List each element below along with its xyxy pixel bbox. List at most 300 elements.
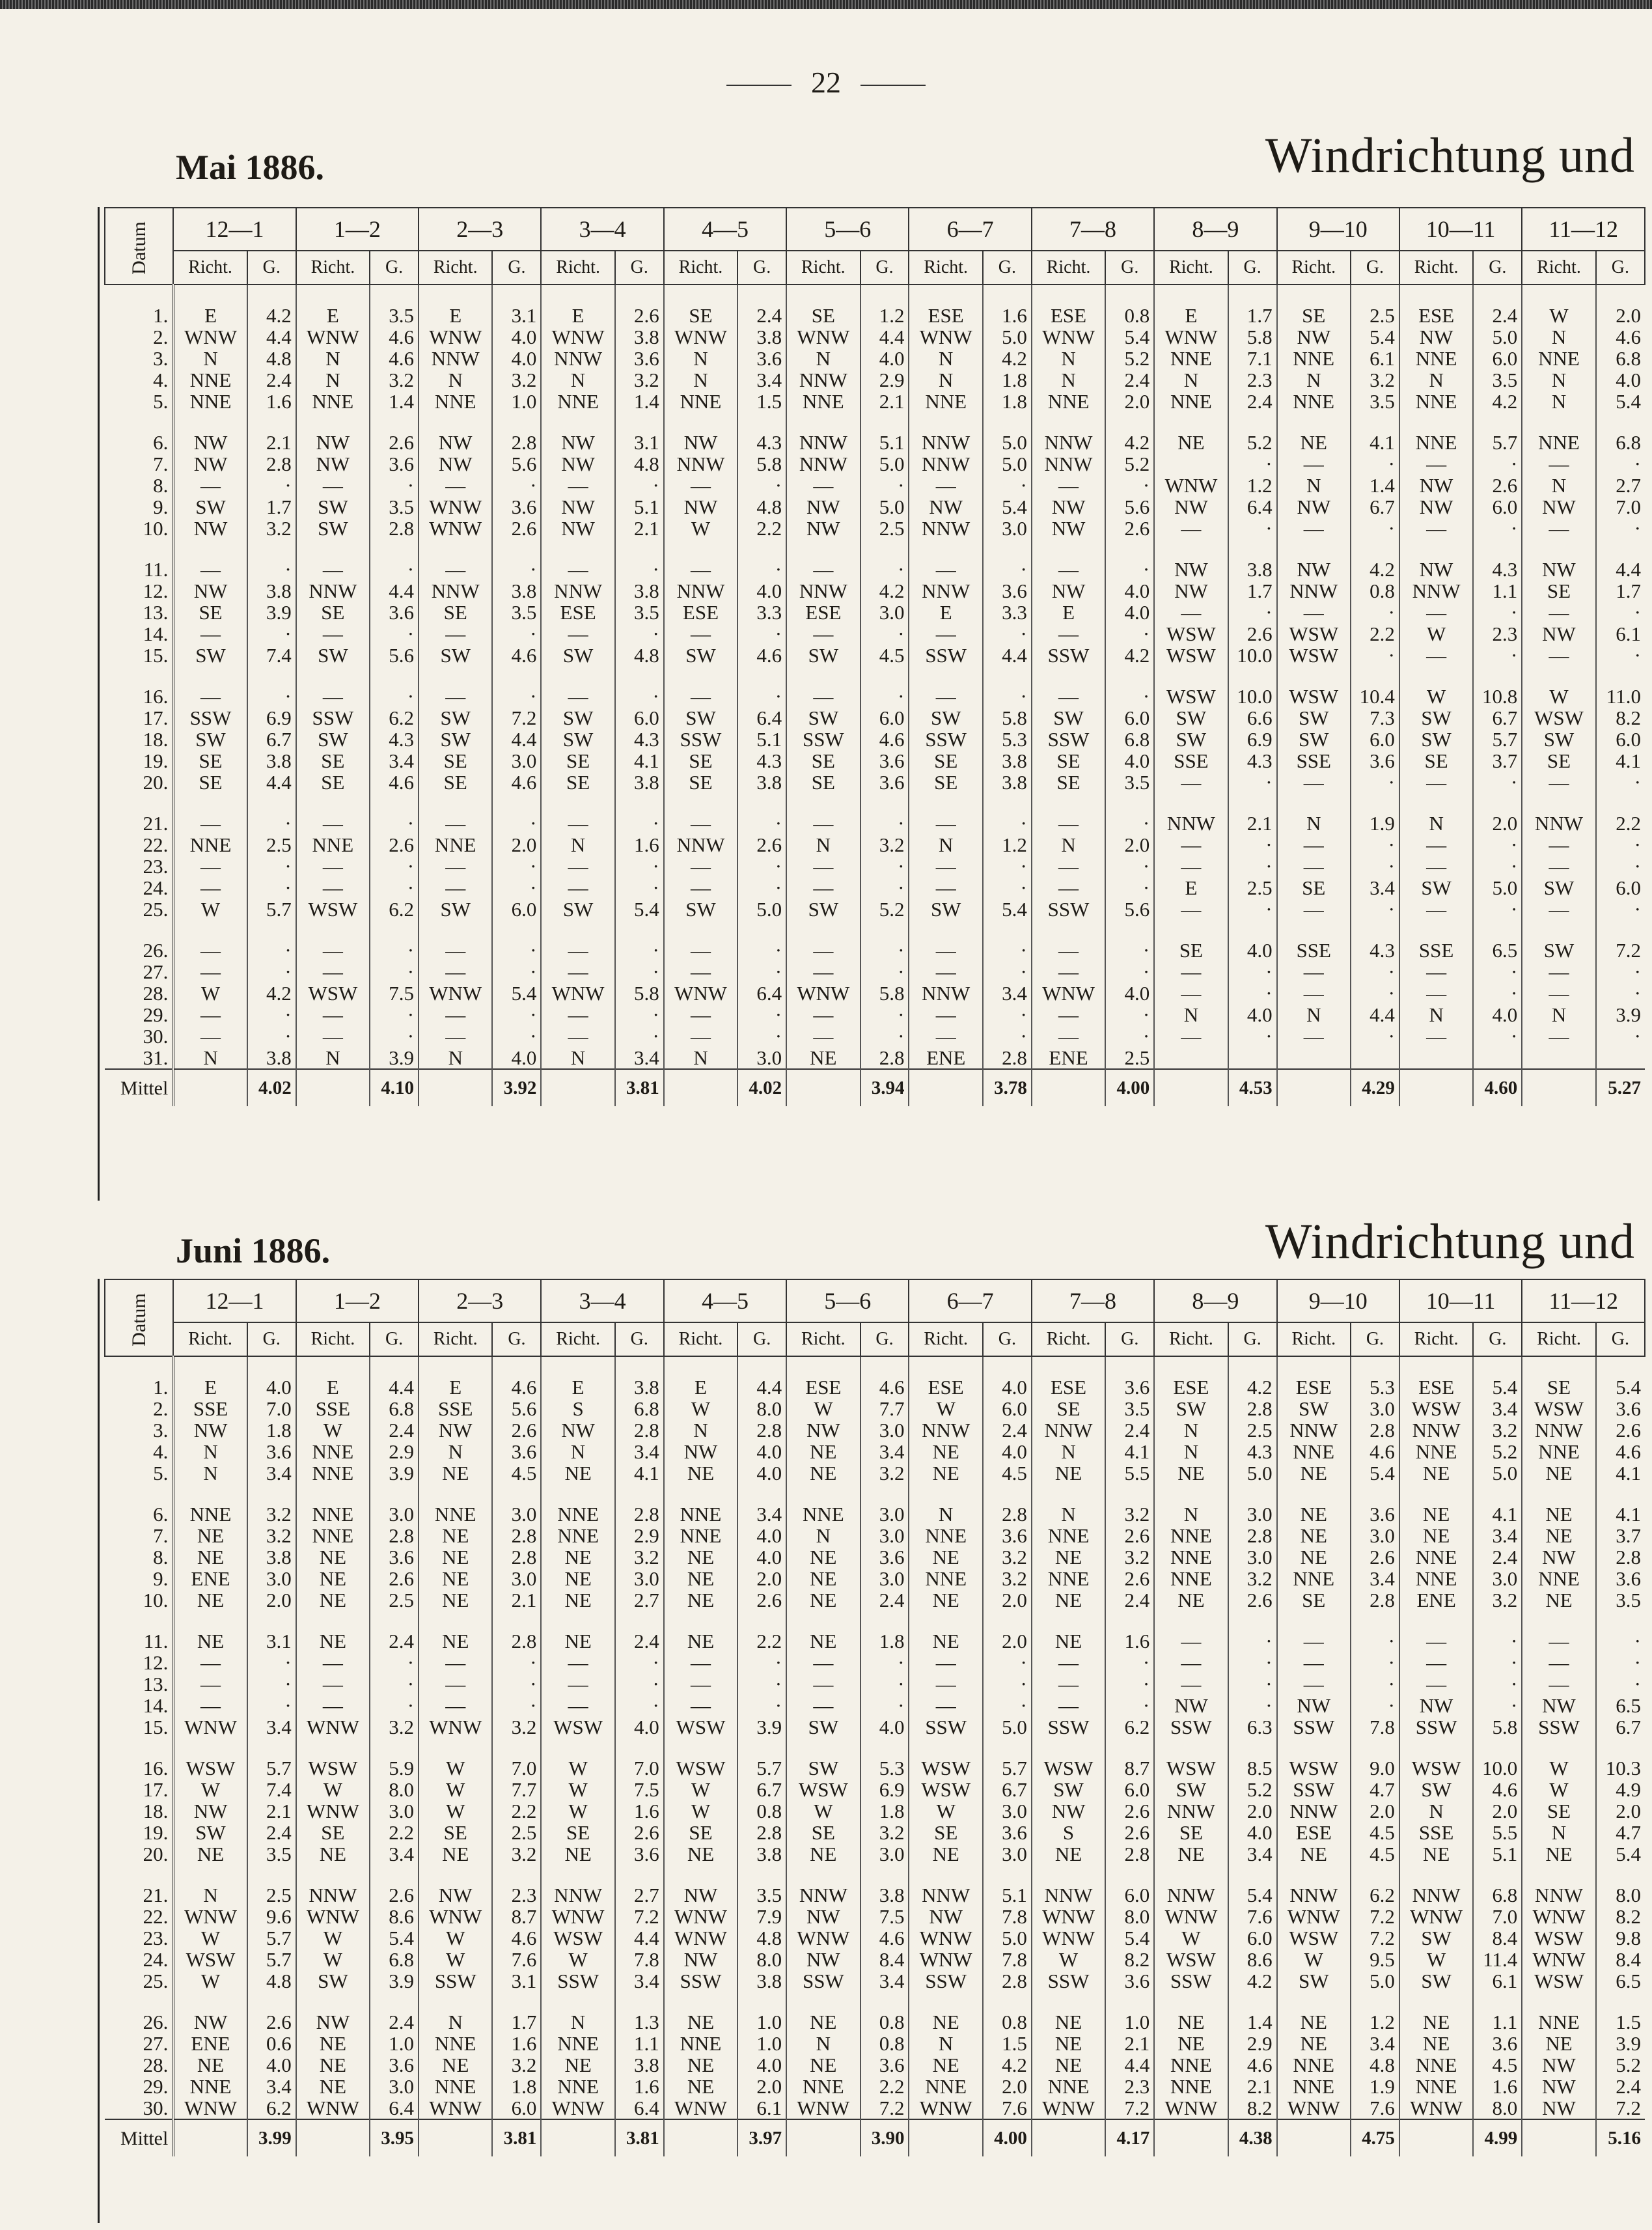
spacer-cell xyxy=(860,920,909,940)
wind-direction-cell: NE xyxy=(173,1525,247,1546)
wind-direction-cell: NW xyxy=(1399,326,1473,348)
spacer-cell xyxy=(1277,285,1351,305)
spacer-cell xyxy=(909,1611,982,1630)
spacer-cell xyxy=(492,666,541,686)
spacer-cell xyxy=(247,793,296,813)
wind-direction-cell: W xyxy=(173,1779,247,1800)
spacer-cell xyxy=(492,793,541,813)
group-spacer-row xyxy=(105,920,1645,940)
wind-direction-cell: NW xyxy=(664,1949,737,1970)
mittel-direction-empty xyxy=(1154,2119,1228,2156)
wind-speed-cell: · xyxy=(983,559,1032,580)
day-number: 18. xyxy=(105,729,173,750)
wind-speed-cell: 6.8 xyxy=(1596,432,1645,453)
wind-direction-cell: — xyxy=(541,1695,614,1716)
wind-direction-cell: NNW xyxy=(786,453,860,475)
wind-speed-cell: 2.0 xyxy=(1596,1800,1645,1822)
spacer-cell xyxy=(1399,412,1473,432)
wind-direction-cell: — xyxy=(173,623,247,645)
wind-direction-cell: NE xyxy=(1522,1589,1595,1611)
spacer-cell xyxy=(664,1865,737,1884)
wind-direction-cell: WSW xyxy=(1277,1927,1351,1949)
wind-speed-cell: 2.1 xyxy=(247,1800,296,1822)
wind-direction-cell: WNW xyxy=(1522,1906,1595,1927)
wind-direction-cell: SE xyxy=(664,1822,737,1843)
wind-speed-cell: 5.3 xyxy=(860,1757,909,1779)
wind-speed-cell: · xyxy=(737,1695,786,1716)
wind-direction-cell: NNE xyxy=(1032,1525,1105,1546)
wind-direction-cell: NE xyxy=(909,1462,982,1484)
wind-direction-cell: NNE xyxy=(296,1462,370,1484)
wind-speed-cell: 5.4 xyxy=(1596,1843,1645,1865)
wind-direction-cell: SW xyxy=(664,645,737,666)
day-row xyxy=(105,645,1645,666)
wind-speed-cell: · xyxy=(860,623,909,645)
wind-speed-cell: · xyxy=(1473,961,1522,983)
wind-direction-cell: NE xyxy=(541,1630,614,1652)
wind-direction-cell: NE xyxy=(909,1589,982,1611)
wind-speed-cell: · xyxy=(860,813,909,834)
wind-speed-cell: 6.1 xyxy=(1473,1970,1522,1992)
wind-direction-cell: — xyxy=(786,1004,860,1025)
wind-direction-cell: ESE xyxy=(909,1376,982,1398)
wind-speed-cell: 4.6 xyxy=(1596,326,1645,348)
wind-speed-cell: 6.7 xyxy=(737,1779,786,1800)
wind-direction-cell: NNW xyxy=(664,834,737,856)
wind-direction-cell: — xyxy=(786,559,860,580)
wind-direction-cell: NNW xyxy=(909,983,982,1004)
wind-speed-cell: 3.5 xyxy=(492,602,541,623)
wind-direction-cell: SW xyxy=(419,899,492,920)
spacer-cell xyxy=(1032,1356,1105,1376)
wind-direction-cell: — xyxy=(296,813,370,834)
wind-direction-cell: NNW xyxy=(1277,1800,1351,1822)
wind-speed-cell: 8.0 xyxy=(370,1779,419,1800)
wind-direction-cell: — xyxy=(541,940,614,961)
wind-speed-cell: · xyxy=(615,940,664,961)
wind-direction-cell: WNW xyxy=(786,983,860,1004)
wind-direction-cell: WNW xyxy=(419,518,492,539)
wind-speed-cell: 7.9 xyxy=(737,1906,786,1927)
wind-direction-cell: NE xyxy=(909,1441,982,1462)
wind-direction-cell: NNE xyxy=(1277,2076,1351,2097)
spacer-cell xyxy=(296,412,370,432)
wind-speed-cell: 10.0 xyxy=(1228,686,1277,707)
wind-direction-cell: WSW xyxy=(173,1757,247,1779)
spacer-cell xyxy=(664,920,737,940)
wind-speed-cell: · xyxy=(737,475,786,496)
wind-speed-cell: 2.0 xyxy=(983,1589,1032,1611)
wind-direction-cell: NW xyxy=(786,1906,860,1927)
wind-speed-cell: 5.7 xyxy=(737,1757,786,1779)
wind-speed-cell: 8.0 xyxy=(1473,2097,1522,2119)
spacer-cell xyxy=(860,285,909,305)
wind-speed-cell: 3.5 xyxy=(247,1843,296,1865)
wind-direction-cell xyxy=(1277,1047,1351,1069)
wind-direction-cell: — xyxy=(1032,940,1105,961)
wind-speed-cell: 3.1 xyxy=(247,1630,296,1652)
wind-direction-cell: SW xyxy=(296,645,370,666)
wind-direction-cell: SSE xyxy=(1277,750,1351,772)
wind-direction-cell xyxy=(1399,1047,1473,1069)
wind-direction-cell: N xyxy=(541,1047,614,1069)
wind-direction-cell: NE xyxy=(664,1462,737,1484)
wind-speed-cell: 3.6 xyxy=(860,1546,909,1568)
wind-speed-cell: 3.2 xyxy=(1105,1503,1154,1525)
wind-direction-cell: E xyxy=(296,1376,370,1398)
wind-speed-cell: 3.4 xyxy=(1351,2033,1399,2054)
wind-speed-cell: 6.1 xyxy=(1596,623,1645,645)
wind-direction-cell: NW xyxy=(541,496,614,518)
wind-speed-cell: 3.6 xyxy=(492,1441,541,1462)
spacer-cell xyxy=(1522,666,1595,686)
wind-direction-cell: NNE xyxy=(1154,1568,1228,1589)
wind-speed-cell: · xyxy=(983,856,1032,877)
wind-speed-cell: 3.2 xyxy=(370,1716,419,1738)
datum-header xyxy=(105,1279,173,1356)
direction-subheader: Richt. xyxy=(909,251,982,285)
wind-direction-cell: SSW xyxy=(1154,1716,1228,1738)
wind-speed-cell: 5.2 xyxy=(1228,432,1277,453)
wind-direction-cell: NNE xyxy=(1522,2011,1595,2033)
spacer-cell xyxy=(1399,1865,1473,1884)
wind-speed-cell: · xyxy=(983,1004,1032,1025)
wind-direction-cell: NE xyxy=(909,2011,982,2033)
wind-speed-cell: 4.3 xyxy=(370,729,419,750)
wind-speed-cell: 4.7 xyxy=(1596,1822,1645,1843)
day-number: 24. xyxy=(105,877,173,899)
wind-speed-cell: 5.0 xyxy=(983,1927,1032,1949)
wind-speed-cell: 5.4 xyxy=(492,983,541,1004)
wind-direction-cell: WSW xyxy=(1399,1757,1473,1779)
wind-speed-cell: 4.0 xyxy=(983,1376,1032,1398)
wind-direction-cell: NE xyxy=(664,2054,737,2076)
wind-direction-cell: SSW xyxy=(909,1970,982,1992)
wind-direction-cell: NW xyxy=(786,518,860,539)
wind-speed-cell: 1.6 xyxy=(615,834,664,856)
wind-direction-cell: NE xyxy=(541,1546,614,1568)
wind-direction-cell: N xyxy=(909,369,982,391)
wind-direction-cell: NE xyxy=(1277,1843,1351,1865)
wind-speed-cell: · xyxy=(983,475,1032,496)
wind-direction-cell: NNE xyxy=(909,1568,982,1589)
wind-direction-cell: NE xyxy=(1154,2011,1228,2033)
wind-direction-cell: W xyxy=(1522,686,1595,707)
wind-speed-cell: 4.0 xyxy=(1228,1004,1277,1025)
spacer-cell xyxy=(1105,1484,1154,1503)
spacer-cell xyxy=(1105,412,1154,432)
wind-direction-cell: NNE xyxy=(419,2076,492,2097)
month-title-juni: Juni 1886. xyxy=(176,1231,331,1270)
wind-speed-cell: 4.5 xyxy=(1351,1843,1399,1865)
wind-direction-cell: NNE xyxy=(296,391,370,412)
spacer-cell xyxy=(615,412,664,432)
wind-speed-cell: 3.8 xyxy=(983,772,1032,793)
wind-direction-cell: — xyxy=(786,1695,860,1716)
wind-speed-cell: · xyxy=(1473,645,1522,666)
wind-speed-cell: 6.4 xyxy=(737,707,786,729)
wind-speed-cell: 2.2 xyxy=(737,1630,786,1652)
wind-speed-cell: 3.2 xyxy=(860,834,909,856)
wind-direction-cell: — xyxy=(419,877,492,899)
wind-direction-cell: WNW xyxy=(1522,1949,1595,1970)
wind-speed-cell: · xyxy=(1105,961,1154,983)
wind-speed-cell: 3.4 xyxy=(860,1441,909,1462)
wind-direction-cell: — xyxy=(419,686,492,707)
wind-direction-cell: NNW xyxy=(1399,1884,1473,1906)
mittel-value: 3.81 xyxy=(492,2119,541,2156)
wind-direction-cell: SW xyxy=(1399,729,1473,750)
wind-speed-cell: 2.3 xyxy=(1105,2076,1154,2097)
wind-speed-cell: 2.2 xyxy=(1596,813,1645,834)
wind-direction-cell: SW xyxy=(786,1757,860,1779)
spacer-cell xyxy=(1351,285,1399,305)
day-row xyxy=(105,856,1645,877)
wind-direction-cell: SW xyxy=(664,899,737,920)
wind-speed-cell: 4.4 xyxy=(1351,1004,1399,1025)
wind-direction-cell: NE xyxy=(296,1843,370,1865)
spacer-cell xyxy=(105,1738,173,1757)
wind-speed-cell: 2.8 xyxy=(492,1630,541,1652)
wind-speed-cell: 7.2 xyxy=(615,1906,664,1927)
wind-speed-cell: · xyxy=(492,475,541,496)
spacer-cell xyxy=(419,412,492,432)
wind-speed-cell: 1.6 xyxy=(492,2033,541,2054)
wind-direction-cell: — xyxy=(1522,899,1595,920)
wind-direction-cell: E xyxy=(173,1376,247,1398)
wind-direction-cell: — xyxy=(419,1652,492,1673)
wind-direction-cell: WNW xyxy=(1154,1906,1228,1927)
wind-direction-cell: N xyxy=(173,348,247,369)
wind-speed-cell: 2.0 xyxy=(737,1568,786,1589)
wind-speed-cell: 8.7 xyxy=(1105,1757,1154,1779)
wind-speed-cell: 3.4 xyxy=(247,1716,296,1738)
wind-speed-cell: 4.0 xyxy=(247,1376,296,1398)
wind-speed-cell: 2.1 xyxy=(1105,2033,1154,2054)
wind-speed-cell: 4.3 xyxy=(1228,1441,1277,1462)
wind-speed-cell: 2.4 xyxy=(1228,391,1277,412)
wind-direction-cell: NNW xyxy=(1277,580,1351,602)
hour-interval-header: 3—4 xyxy=(541,208,663,251)
mittel-value: 3.97 xyxy=(737,2119,786,2156)
spacer-cell xyxy=(247,666,296,686)
wind-speed-cell: 4.4 xyxy=(737,1376,786,1398)
wind-direction-cell: WNW xyxy=(296,2097,370,2119)
mittel-value: 4.00 xyxy=(1105,1069,1154,1106)
wind-direction-cell: N xyxy=(1032,1503,1105,1525)
page-top-border xyxy=(0,0,1652,9)
wind-direction-cell: — xyxy=(296,623,370,645)
wind-direction-cell: — xyxy=(173,856,247,877)
spacer-cell xyxy=(1228,1356,1277,1376)
wind-direction-cell: NW xyxy=(1522,496,1595,518)
spacer-cell xyxy=(860,1992,909,2011)
day-row xyxy=(105,1503,1645,1525)
wind-direction-cell: WNW xyxy=(664,1927,737,1949)
day-row xyxy=(105,1047,1645,1069)
day-row xyxy=(105,391,1645,412)
wind-speed-cell: · xyxy=(1473,1630,1522,1652)
wind-direction-cell: NNW xyxy=(786,580,860,602)
wind-speed-cell: 1.6 xyxy=(983,305,1032,326)
direction-subheader: Richt. xyxy=(786,251,860,285)
mittel-value: 4.75 xyxy=(1351,2119,1399,2156)
day-row xyxy=(105,1441,1645,1462)
hour-interval-header: 9—10 xyxy=(1277,208,1399,251)
day-number: 14. xyxy=(105,623,173,645)
day-row xyxy=(105,1025,1645,1047)
wind-direction-cell: NE xyxy=(664,1589,737,1611)
wind-direction-cell: N xyxy=(1399,1800,1473,1822)
spacer-cell xyxy=(492,1992,541,2011)
wind-direction-cell: — xyxy=(296,559,370,580)
spacer-cell xyxy=(247,1738,296,1757)
wind-direction-cell: — xyxy=(1154,983,1228,1004)
wind-direction-cell: NNE xyxy=(786,1503,860,1525)
wind-speed-cell: 4.3 xyxy=(1473,559,1522,580)
wind-speed-cell: 7.2 xyxy=(1596,940,1645,961)
wind-direction-cell: NW xyxy=(173,432,247,453)
wind-speed-cell: 2.8 xyxy=(737,1419,786,1441)
wind-direction-cell: NW xyxy=(541,432,614,453)
wind-speed-cell: · xyxy=(737,559,786,580)
wind-speed-cell: 6.7 xyxy=(1596,1716,1645,1738)
wind-speed-cell: 4.3 xyxy=(1228,750,1277,772)
wind-speed-cell: 5.5 xyxy=(1105,1462,1154,1484)
spacer-cell xyxy=(1351,1611,1399,1630)
wind-direction-cell: SSW xyxy=(296,707,370,729)
wind-speed-cell: 2.7 xyxy=(615,1589,664,1611)
wind-direction-cell: NW xyxy=(1522,559,1595,580)
wind-direction-cell: — xyxy=(786,813,860,834)
spacer-cell xyxy=(1154,1992,1228,2011)
wind-direction-cell: NNE xyxy=(173,2076,247,2097)
wind-speed-cell: 3.6 xyxy=(370,2054,419,2076)
wind-direction-cell: SSW xyxy=(1032,899,1105,920)
speed-subheader: G. xyxy=(247,1322,296,1356)
wind-speed-cell: 7.2 xyxy=(860,2097,909,2119)
wind-direction-cell: NNW xyxy=(296,1884,370,1906)
wind-direction-cell: W xyxy=(541,1757,614,1779)
mittel-value: 3.81 xyxy=(615,1069,664,1106)
spacer-cell xyxy=(1277,1356,1351,1376)
wind-direction-cell: NNE xyxy=(419,1503,492,1525)
wind-direction-cell: WSW xyxy=(296,983,370,1004)
wind-speed-cell: · xyxy=(492,1025,541,1047)
wind-direction-cell: — xyxy=(419,961,492,983)
section-heading-juni: Windrichtung und xyxy=(1265,1214,1635,1269)
wind-direction-cell: E xyxy=(541,305,614,326)
wind-direction-cell: SSW xyxy=(664,1970,737,1992)
wind-speed-cell: 9.8 xyxy=(1596,1927,1645,1949)
wind-direction-cell: WNW xyxy=(664,2097,737,2119)
spacer-cell xyxy=(419,1738,492,1757)
wind-direction-cell: W xyxy=(909,1398,982,1419)
day-number: 30. xyxy=(105,1025,173,1047)
wind-direction-cell: WNW xyxy=(419,2097,492,2119)
spacer-cell xyxy=(296,1356,370,1376)
spacer-cell xyxy=(105,666,173,686)
wind-speed-cell: 2.0 xyxy=(1105,391,1154,412)
wind-direction-cell: — xyxy=(296,1652,370,1673)
wind-speed-cell: 3.8 xyxy=(737,326,786,348)
mittel-value: 3.94 xyxy=(860,1069,909,1106)
wind-speed-cell: 3.0 xyxy=(492,1568,541,1589)
wind-direction-cell: NE xyxy=(173,2054,247,2076)
wind-direction-cell: NW xyxy=(541,453,614,475)
hour-interval-header: 6—7 xyxy=(909,1279,1031,1322)
wind-speed-cell: 2.6 xyxy=(1105,1525,1154,1546)
spacer-cell xyxy=(419,920,492,940)
wind-direction-cell: SSE xyxy=(1399,1822,1473,1843)
day-number: 24. xyxy=(105,1949,173,1970)
wind-direction-cell: WNW xyxy=(909,1927,982,1949)
spacer-cell xyxy=(1228,539,1277,559)
wind-speed-cell: 3.0 xyxy=(247,1568,296,1589)
speed-subheader: G. xyxy=(1228,251,1277,285)
direction-subheader: Richt. xyxy=(1154,251,1228,285)
wind-direction-cell: WNW xyxy=(173,1906,247,1927)
wind-direction-cell: NE xyxy=(1032,1843,1105,1865)
wind-speed-cell: 3.6 xyxy=(1351,1503,1399,1525)
wind-direction-cell: — xyxy=(173,940,247,961)
wind-direction-cell: NNE xyxy=(1154,1546,1228,1568)
wind-speed-cell: · xyxy=(860,1004,909,1025)
wind-speed-cell: 3.6 xyxy=(860,2054,909,2076)
wind-direction-cell: NE xyxy=(419,1843,492,1865)
wind-direction-cell: — xyxy=(1154,834,1228,856)
mittel-direction-empty xyxy=(786,2119,860,2156)
wind-direction-cell: NE xyxy=(786,1589,860,1611)
wind-direction-cell: WNW xyxy=(173,2097,247,2119)
wind-speed-cell: 3.9 xyxy=(247,602,296,623)
wind-direction-cell: — xyxy=(1032,1695,1105,1716)
wind-direction-cell: NNE xyxy=(419,834,492,856)
wind-direction-cell: N xyxy=(1522,369,1595,391)
wind-speed-cell: 2.0 xyxy=(1473,813,1522,834)
wind-speed-cell: 3.2 xyxy=(370,369,419,391)
wind-speed-cell: 2.6 xyxy=(1105,518,1154,539)
wind-direction-cell: — xyxy=(419,623,492,645)
spacer-cell xyxy=(1154,920,1228,940)
wind-direction-cell: WNW xyxy=(1032,1906,1105,1927)
wind-speed-cell: 2.6 xyxy=(1473,475,1522,496)
spacer-cell xyxy=(1351,1992,1399,2011)
spacer-cell xyxy=(664,1992,737,2011)
spacer-cell xyxy=(737,539,786,559)
wind-direction-cell: NW xyxy=(1032,518,1105,539)
wind-speed-cell: 3.2 xyxy=(615,369,664,391)
wind-speed-cell: 2.8 xyxy=(983,1047,1032,1069)
day-number: 19. xyxy=(105,750,173,772)
wind-direction-cell: — xyxy=(664,813,737,834)
wind-speed-cell: 8.5 xyxy=(1228,1757,1277,1779)
wind-direction-cell: NE xyxy=(1522,1843,1595,1865)
wind-direction-cell: SW xyxy=(1154,1398,1228,1419)
spacer-cell xyxy=(615,539,664,559)
wind-direction-cell: N xyxy=(541,2011,614,2033)
wind-direction-cell: NNE xyxy=(1522,1441,1595,1462)
wind-direction-cell: NNW xyxy=(541,348,614,369)
wind-direction-cell: SE xyxy=(541,750,614,772)
mittel-direction-empty xyxy=(1154,1069,1228,1106)
wind-direction-cell: NW xyxy=(909,1906,982,1927)
wind-direction-cell: NNW xyxy=(1522,1419,1595,1441)
spacer-cell xyxy=(1399,793,1473,813)
hour-interval-header: 11—12 xyxy=(1522,208,1645,251)
wind-speed-cell: 4.0 xyxy=(737,1546,786,1568)
wind-speed-cell: 4.4 xyxy=(247,326,296,348)
